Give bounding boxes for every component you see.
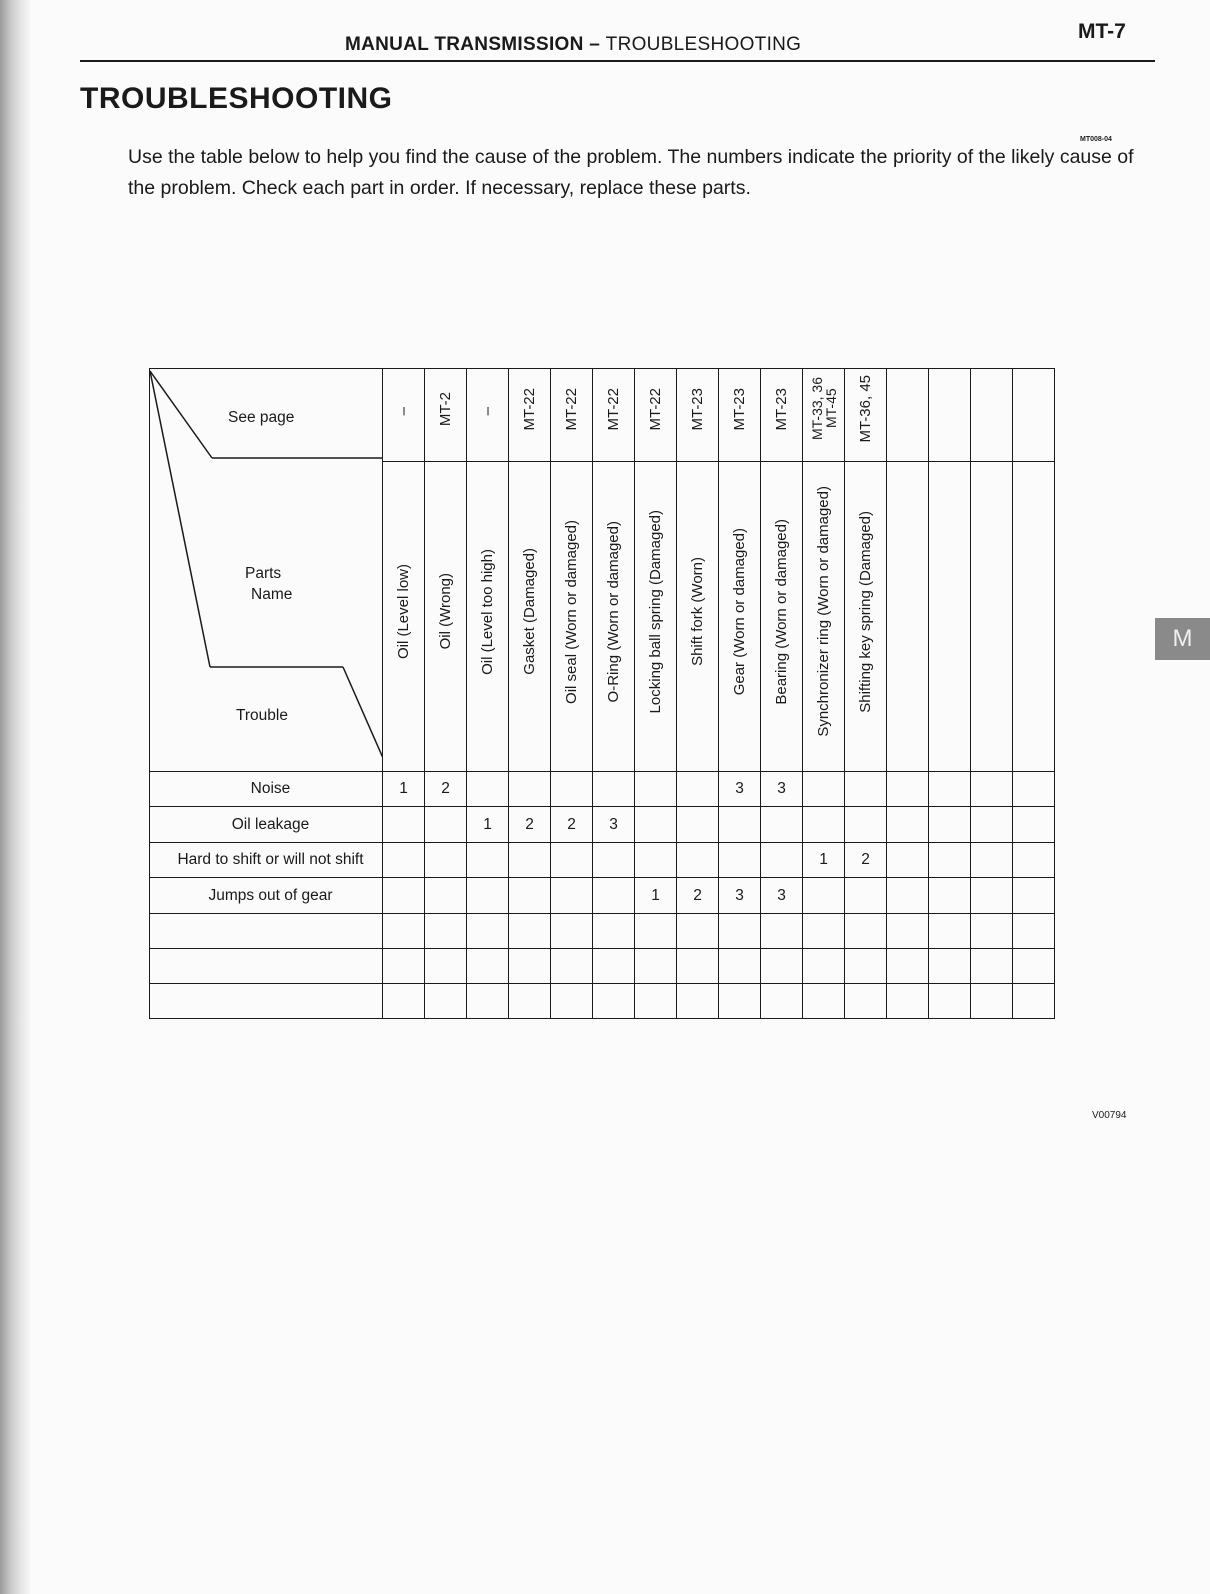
priority-cell (593, 772, 635, 807)
priority-cell (509, 878, 551, 914)
trouble-name (150, 984, 383, 1019)
priority-cell (593, 914, 635, 949)
priority-cell (635, 772, 677, 807)
header-title-separator: – (583, 34, 606, 55)
priority-cell (1013, 984, 1055, 1019)
see-page-cell (887, 369, 929, 462)
priority-cell (845, 949, 887, 984)
header-title-main: MANUAL TRANSMISSION (345, 34, 584, 55)
see-page-cell (761, 369, 803, 462)
priority-cell (425, 949, 467, 984)
priority-cell (383, 984, 425, 1019)
part-name: Oil (Wrong) (436, 573, 454, 650)
priority-cell (887, 772, 929, 807)
figure-code: V00794 (1092, 1110, 1127, 1121)
priority-cell: 2 (509, 807, 551, 843)
priority-cell: 3 (719, 878, 761, 914)
priority-cell (845, 984, 887, 1019)
intro-paragraph: Use the table below to help you find the cause of the problem. The numbers indicate the priority of the likely cause of the problem. Check each part in order. If necessary, replace these parts. (128, 146, 1134, 199)
part-name-cell (803, 462, 845, 772)
priority-cell (929, 772, 971, 807)
priority-cell (971, 949, 1013, 984)
trouble-row (150, 949, 1055, 984)
priority-cell (761, 949, 803, 984)
priority-cell (467, 949, 509, 984)
priority-cell (677, 984, 719, 1019)
part-name: Gear (Worn or damaged) (730, 527, 748, 696)
priority-cell (383, 878, 425, 914)
see-page-cell (383, 369, 425, 462)
see-page-cell (551, 369, 593, 462)
priority-cell (509, 843, 551, 878)
trouble-row (150, 843, 1055, 878)
see-page-cell (635, 369, 677, 462)
priority-cell (509, 984, 551, 1019)
see-page-value: – (394, 407, 412, 416)
see-page-cell (593, 369, 635, 462)
running-header (345, 34, 801, 56)
part-name: Synchronizer ring (Worn or damaged) (814, 486, 832, 737)
priority-cell (1013, 878, 1055, 914)
see-page-value: – (478, 407, 496, 416)
priority-cell (551, 772, 593, 807)
priority-cell (845, 807, 887, 843)
see-page-cell (803, 369, 845, 462)
priority-cell (677, 949, 719, 984)
priority-cell (845, 914, 887, 949)
priority-cell (551, 949, 593, 984)
priority-cell (887, 914, 929, 949)
priority-cell (761, 807, 803, 843)
priority-cell: 3 (761, 878, 803, 914)
priority-cell (761, 843, 803, 878)
priority-cell (845, 772, 887, 807)
priority-cell (467, 914, 509, 949)
part-name-cell (845, 462, 887, 772)
see-page-cell (677, 369, 719, 462)
see-page-cell (1013, 369, 1055, 462)
priority-cell (677, 807, 719, 843)
priority-cell (803, 949, 845, 984)
priority-cell (635, 949, 677, 984)
priority-cell (467, 843, 509, 878)
priority-cell (929, 878, 971, 914)
priority-cell (383, 914, 425, 949)
page-binding-shadow (0, 0, 30, 1594)
priority-cell (887, 984, 929, 1019)
priority-cell (593, 843, 635, 878)
part-name: Shift fork (Worn) (688, 557, 706, 666)
see-page-cell (509, 369, 551, 462)
see-page-cell (719, 369, 761, 462)
priority-cell: 1 (383, 772, 425, 807)
priority-cell: 1 (467, 807, 509, 843)
priority-cell (971, 984, 1013, 1019)
priority-cell (551, 878, 593, 914)
priority-cell (1013, 843, 1055, 878)
priority-cell (971, 914, 1013, 949)
trouble-label: Trouble (236, 707, 288, 724)
priority-cell (593, 878, 635, 914)
priority-cell (929, 914, 971, 949)
priority-cell (761, 984, 803, 1019)
name-label: Name (251, 586, 293, 603)
part-name-cell (509, 462, 551, 772)
part-name-cell (971, 462, 1013, 772)
priority-cell (929, 843, 971, 878)
priority-cell (509, 949, 551, 984)
see-page-value: MT-23 (730, 387, 748, 431)
part-name-cell (593, 462, 635, 772)
priority-cell: 2 (845, 843, 887, 878)
priority-cell (509, 914, 551, 949)
see-page-row (150, 369, 1055, 462)
priority-cell (593, 984, 635, 1019)
header-title-sub: TROUBLESHOOTING (605, 34, 802, 55)
part-name-cell (677, 462, 719, 772)
priority-cell (803, 984, 845, 1019)
priority-cell (929, 949, 971, 984)
priority-cell (425, 878, 467, 914)
see-page-value: MT-33, 36 MT-45 (808, 377, 839, 441)
trouble-name (150, 949, 383, 984)
part-name: Oil (Level too high) (478, 548, 496, 675)
priority-cell: 2 (551, 807, 593, 843)
see-page-label: See page (228, 409, 295, 426)
part-name-cell (929, 462, 971, 772)
priority-cell: 2 (425, 772, 467, 807)
part-name-cell (635, 462, 677, 772)
priority-cell (551, 984, 593, 1019)
see-page-cell (971, 369, 1013, 462)
priority-cell (719, 843, 761, 878)
trouble-row (150, 878, 1055, 914)
part-name: O-Ring (Worn or damaged) (604, 520, 622, 703)
priority-cell (803, 807, 845, 843)
see-page-cell (929, 369, 971, 462)
part-name-cell (467, 462, 509, 772)
part-name-cell (425, 462, 467, 772)
priority-cell (1013, 949, 1055, 984)
priority-cell (635, 843, 677, 878)
trouble-row (150, 772, 1055, 807)
priority-cell (551, 843, 593, 878)
priority-cell (719, 984, 761, 1019)
priority-cell (803, 914, 845, 949)
parts-label: Parts (245, 565, 282, 582)
part-name: Oil (Level low) (394, 563, 412, 660)
priority-cell (719, 914, 761, 949)
see-page-value: MT-23 (772, 387, 790, 431)
priority-cell: 3 (593, 807, 635, 843)
priority-cell (887, 807, 929, 843)
see-page-value: MT-22 (646, 387, 664, 431)
see-page-value: MT-22 (562, 387, 580, 431)
priority-cell: 3 (719, 772, 761, 807)
priority-cell (761, 914, 803, 949)
part-name: Bearing (Worn or damaged) (772, 518, 790, 705)
priority-cell (509, 772, 551, 807)
trouble-name: Oil leakage (150, 807, 383, 843)
priority-cell (635, 914, 677, 949)
priority-cell (383, 949, 425, 984)
header-rule (80, 60, 1155, 62)
trouble-row (150, 807, 1055, 843)
priority-cell (551, 914, 593, 949)
part-name: Gasket (Damaged) (520, 548, 538, 675)
priority-cell (425, 807, 467, 843)
trouble-name: Noise (150, 772, 383, 807)
table-corner-header (150, 369, 383, 772)
priority-cell (425, 843, 467, 878)
priority-cell (593, 949, 635, 984)
section-title: TROUBLESHOOTING (80, 82, 393, 115)
part-name: Locking ball spring (Damaged) (646, 509, 664, 714)
priority-cell (719, 807, 761, 843)
priority-cell (635, 984, 677, 1019)
priority-cell (971, 878, 1013, 914)
priority-cell (887, 878, 929, 914)
page-number: MT-7 (1078, 20, 1126, 43)
priority-cell (845, 878, 887, 914)
priority-cell (677, 772, 719, 807)
priority-cell (383, 843, 425, 878)
see-page-value: MT-2 (436, 391, 454, 427)
see-page-value: MT-23 (688, 387, 706, 431)
section-code: MT008-04 (1080, 136, 1112, 143)
priority-cell (887, 843, 929, 878)
see-page-value: MT-22 (520, 387, 538, 431)
trouble-name: Hard to shift or will not shift (150, 843, 383, 878)
trouble-row (150, 984, 1055, 1019)
priority-cell (677, 843, 719, 878)
part-name: Oil seal (Worn or damaged) (562, 519, 580, 704)
priority-cell (929, 807, 971, 843)
priority-cell (929, 984, 971, 1019)
section-side-tab: M (1155, 618, 1210, 660)
part-name-cell (887, 462, 929, 772)
priority-cell (1013, 772, 1055, 807)
priority-cell (677, 914, 719, 949)
priority-cell: 3 (761, 772, 803, 807)
part-name-cell (551, 462, 593, 772)
priority-cell (383, 807, 425, 843)
part-name-cell (1013, 462, 1055, 772)
priority-cell: 2 (677, 878, 719, 914)
see-page-cell (425, 369, 467, 462)
priority-cell (425, 984, 467, 1019)
priority-cell (1013, 914, 1055, 949)
priority-cell (971, 843, 1013, 878)
see-page-value: MT-22 (604, 387, 622, 431)
priority-cell (719, 949, 761, 984)
troubleshooting-table (149, 368, 1055, 1019)
see-page-value: MT-36, 45 (856, 375, 874, 443)
priority-cell: 1 (635, 878, 677, 914)
priority-cell (467, 772, 509, 807)
priority-cell (803, 772, 845, 807)
see-page-cell (845, 369, 887, 462)
trouble-name (150, 914, 383, 949)
priority-cell (803, 878, 845, 914)
part-name-cell (719, 462, 761, 772)
priority-cell (467, 878, 509, 914)
priority-cell (467, 984, 509, 1019)
corner-diagonal-lines (150, 369, 383, 758)
priority-cell (971, 807, 1013, 843)
trouble-name: Jumps out of gear (150, 878, 383, 914)
part-name: Shifting key spring (Damaged) (856, 510, 874, 713)
see-page-cell (467, 369, 509, 462)
priority-cell (887, 949, 929, 984)
priority-cell: 1 (803, 843, 845, 878)
priority-cell (425, 914, 467, 949)
priority-cell (971, 772, 1013, 807)
priority-cell (1013, 807, 1055, 843)
part-name-cell (761, 462, 803, 772)
part-name-cell (383, 462, 425, 772)
priority-cell (635, 807, 677, 843)
trouble-row (150, 914, 1055, 949)
